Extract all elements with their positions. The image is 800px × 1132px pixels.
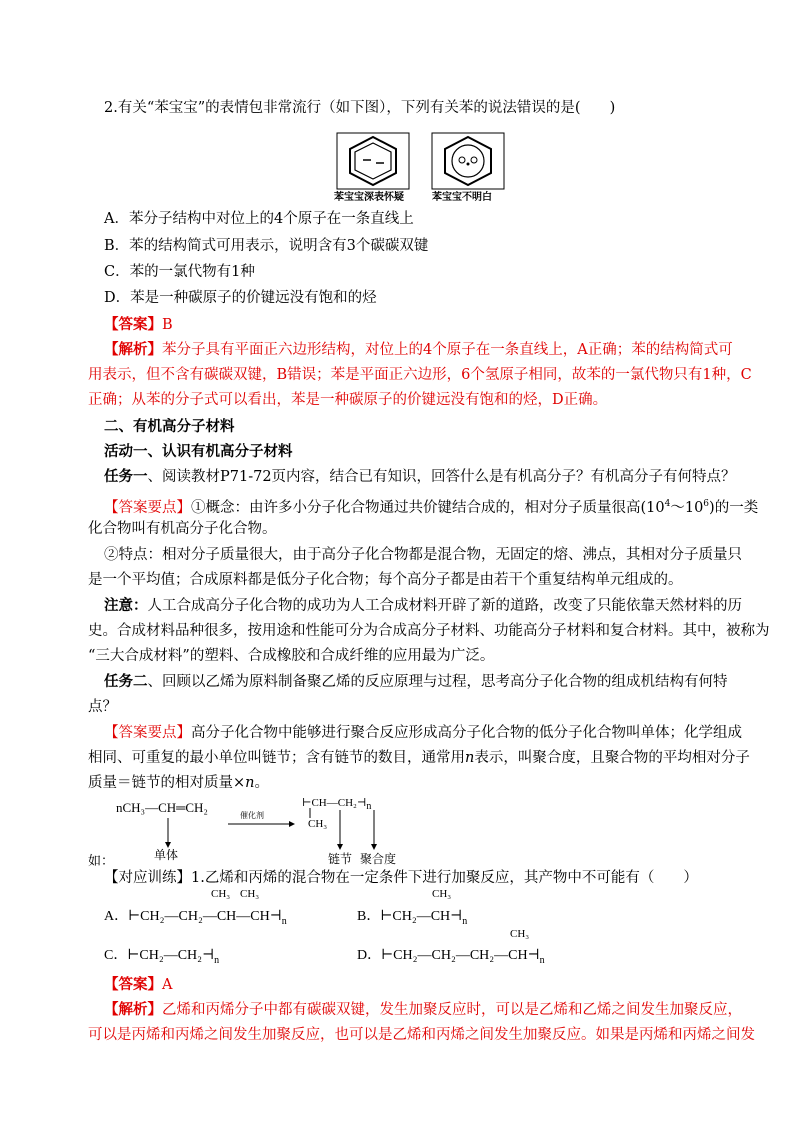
scheme-arrows-icon xyxy=(88,796,508,866)
practice-analysis-l2: 可以是丙烯和丙烯之间发生加聚反应，也可以是乙烯和丙烯之间发生加聚反应。如果是丙烯和丙烯之间发 xyxy=(88,1027,755,1043)
q2-analysis-l3: 正确；从苯的分子式可以看出，苯是一种碳原子的价键远没有饱和的烃，D正确。 xyxy=(88,392,608,408)
q2-option-a: A．苯分子结构中对位上的4个原子在一条直线上 xyxy=(104,211,414,227)
option-d: D．$⊢CH_2—CH_2—CH_2—CH⊣_n$ xyxy=(357,948,545,966)
q2-option-c: C．苯的一氯代物有1种 xyxy=(104,264,255,280)
scheme-polymer: ⊢CH—CH₂⊣n xyxy=(302,797,372,813)
q2-option-d: D．苯是一种碳原子的价键远没有饱和的烃 xyxy=(104,290,377,306)
scheme-ch3: CH₃ xyxy=(308,818,328,830)
bracket-left-icon: ⊢ xyxy=(381,948,394,963)
task1-answer-l2: 化合物叫有机高分子化合物。 xyxy=(88,521,277,537)
bracket-left-icon: ⊢ xyxy=(128,909,141,924)
bracket-left-icon: ⊢ xyxy=(127,948,140,963)
note-l3: “三大合成材料”的塑料、合成橡胶和合成纤维的应用最为广泛。 xyxy=(88,648,495,664)
option-b: B．$⊢CH_2—CH⊣_n$ xyxy=(357,909,468,927)
task1-answer-l1: 【答案要点】①概念：由许多小分子化合物通过共价键结合成的，相对分子质量很高$(10^4\sim 10^6)$的一类 xyxy=(104,499,759,516)
optB-ch3: CH₃ xyxy=(432,888,452,900)
practice-stem: 【对应训练】1.乙烯和丙烯的混合物在一定条件下进行加聚反应，其产物中不可能有（ ） xyxy=(104,870,698,886)
optD-ch3: CH₃ xyxy=(510,928,530,940)
optA-ch3-1: CH₃ xyxy=(211,888,231,900)
task1-feature-l2: 是一个平均值；合成原料都是低分子化合物；每个高分子都是由若干个重复结构单元组成的。 xyxy=(88,572,683,588)
q2-stem: 2.有关“苯宝宝”的表情包非常流行（如下图），下列有关苯的说法错误的是( ) xyxy=(104,100,616,116)
scheme-label-link: 链节 xyxy=(328,852,353,866)
q2-analysis-l1: 【解析】苯分子具有平面正六边形结构，对位上的4个原子在一条直线上，A正确；苯的结构简式可 xyxy=(104,341,733,358)
scheme-label-ru: 如： xyxy=(88,853,115,868)
bracket-left-icon: ⊢ xyxy=(302,797,312,809)
bracket-left-icon: ⊢ xyxy=(380,909,393,924)
bracket-right-icon: ⊣ xyxy=(527,948,540,963)
practice-answer: 【答案】A xyxy=(104,976,173,993)
benzene-faces-icon xyxy=(334,132,514,192)
note-l2: 史。合成材料品种很多，按用途和性能可分为合成高分子材料、功能高分子材料和复合材料。其中，被称为 xyxy=(88,623,770,639)
q2-option-b: B．苯的结构简式可用表示，说明含有3个碳碳双键 xyxy=(104,238,429,254)
task2-l1: 任务二、回顾以乙烯为原料制备聚乙烯的反应原理与过程，思考高分子化合物的组成机结构有何特 xyxy=(104,673,728,690)
note-l1: 注意：人工合成高分子化合物的成功为人工合成材料开辟了新的道路，改变了只能依靠天然材料的历 xyxy=(104,597,742,614)
option-c: C．$⊢CH_2—CH_2⊣_n$ xyxy=(104,948,220,966)
benzene-emoji-figure xyxy=(334,132,514,204)
optA-ch3-2: CH₃ xyxy=(240,888,260,900)
task2-answer-l3: 质量＝链节的相对质量×n。 xyxy=(88,775,269,791)
bracket-right-icon: ⊣ xyxy=(202,948,215,963)
option-a: A．$⊢CH_2—CH_2—CH—CH⊣_n$ xyxy=(104,909,287,927)
scheme-label-degree: 聚合度 xyxy=(360,852,397,866)
scheme-monomer: nCH₃—CH═CH₂ xyxy=(116,800,208,815)
q2-answer: 【答案】B xyxy=(104,316,173,333)
activity-title: 活动一、认识有机高分子材料 xyxy=(104,443,293,460)
task2-l2: 点？ xyxy=(88,699,117,715)
polymerization-scheme xyxy=(88,796,508,866)
practice-analysis-l1: 【解析】乙烯和丙烯分子中都有碳碳双键，发生加聚反应时，可以是乙烯和乙烯之间发生加聚反应， xyxy=(104,1001,742,1018)
scheme-label-monomer: 单体 xyxy=(154,848,179,862)
task1: 任务一、阅读教材P71-72页内容，结合已有知识，回答什么是有机高分子？有机高分子有何特点？ xyxy=(104,468,736,485)
fig-right-caption: 苯宝宝不明白 xyxy=(432,192,492,203)
task2-answer-l1: 【答案要点】高分子化合物中能够进行聚合反应形成高分子化合物的低分子化合物叫单体；化学组成 xyxy=(104,725,742,741)
bracket-right-icon: ⊣ xyxy=(450,909,463,924)
bracket-right-icon: ⊣ xyxy=(356,797,367,809)
q2-analysis-l2: 用表示，但不含有碳碳双键，B错误；苯是平面正六边形，6个氢原子相同，故苯的一氯代物只有1种，C xyxy=(88,367,752,383)
task2-answer-l2: 相同、可重复的最小单位叫链节；含有链节的数目，通常用n表示，叫聚合度，且聚合物的平均相对分子 xyxy=(88,750,750,766)
scheme-catalyst: 催化剂 xyxy=(240,811,264,820)
bracket-right-icon: ⊣ xyxy=(269,909,282,924)
task1-feature-l1: ②特点：相对分子质量很大，由于高分子化合物都是混合物，无固定的熔、沸点，其相对分子质量只 xyxy=(104,547,742,563)
fig-left-caption: 苯宝宝深表怀疑 xyxy=(334,192,404,203)
section-title: 二、有机高分子材料 xyxy=(104,418,235,435)
